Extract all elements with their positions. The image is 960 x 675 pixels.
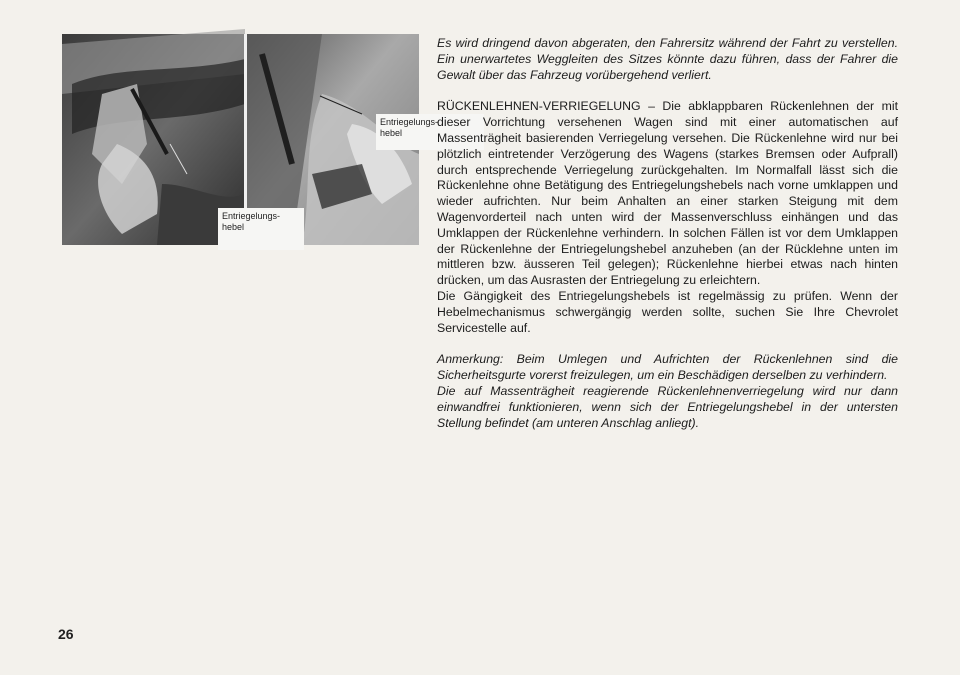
note-paragraph-2: Die auf Massenträgheit reagierende Rückenlehnenverriegelung wird nur dann einwandfrei funktionieren, wenn sich der Entriegelungshebel in der untersten Stellung befindet (am unteren Anschlag anliegt). [437,383,898,430]
callout-left-label: Entriegelungs- hebel [222,211,281,232]
section-heading: RÜCKENLEHNEN-VERRIEGELUNG [437,99,641,114]
seat-release-photos [62,34,439,245]
note-paragraph: Anmerkung: Beim Umlegen und Aufrichten der Rückenlehnen sind die Sicherheitsgurte vorerst freizulegen, um ein Beschädigen derselben zu verhindern. [437,352,898,383]
backrest-lock-paragraph [437,99,898,289]
text-column [437,36,898,431]
maintenance-paragraph: Die Gängigkeit des Entriegelungshebels ist regelmässig zu prüfen. Wenn der Hebelmechanismus schwergängig werden sollte, suchen Sie Ihre Chevrolet Servicestelle auf. [437,288,898,335]
section-body: – Die abklappbaren Rückenlehnen der mit dieser Vorrichtung versehenen Wagen sind mit einer automatischen auf Massenträgheit basierenden Verriegelung versehen. Die Rückenlehne wird nur bei plötzlich eintretender Verzögerung des Wagens (starkes Bremsen oder Aufprall) durch entsprechende Verriegelung zurückgehalten. Im Normalfall lässt sich die Rückenlehne ohne Betätigung des Entriegelungshebels nach vorne umklappen und wieder aufrichten. Nur beim Anhalten an einer starken Steigung mit dem Wagenvorderteil nach unten wird der Massenverschluss einhängen und das Umklappen der Rückenlehne verhindern. In solchen Fällen ist vor dem Umklappen der Rückenlehne der Entriegelungshebel anzuheben (an der Rücklehne unten im mittleren bzw. äusseren Teil gelegen); Rückenlehne hierbei etwas nach hinten drücken, um das Ausrasten der Entriegelung zu erleichtern. [437,99,898,288]
release-lever-callout-left [218,208,304,250]
page-number: 26 [58,626,74,642]
warning-paragraph: Es wird dringend davon abgeraten, den Fahrersitz während der Fahrt zu verstellen. Ein unerwartetes Weggleiten des Sitzes könnte dazu führen, dass der Fahrer die Gewalt über das Fahrzeug vorübergehend verliert. [437,36,898,82]
callout-right-label: Entriegelungs- hebel [380,117,439,138]
